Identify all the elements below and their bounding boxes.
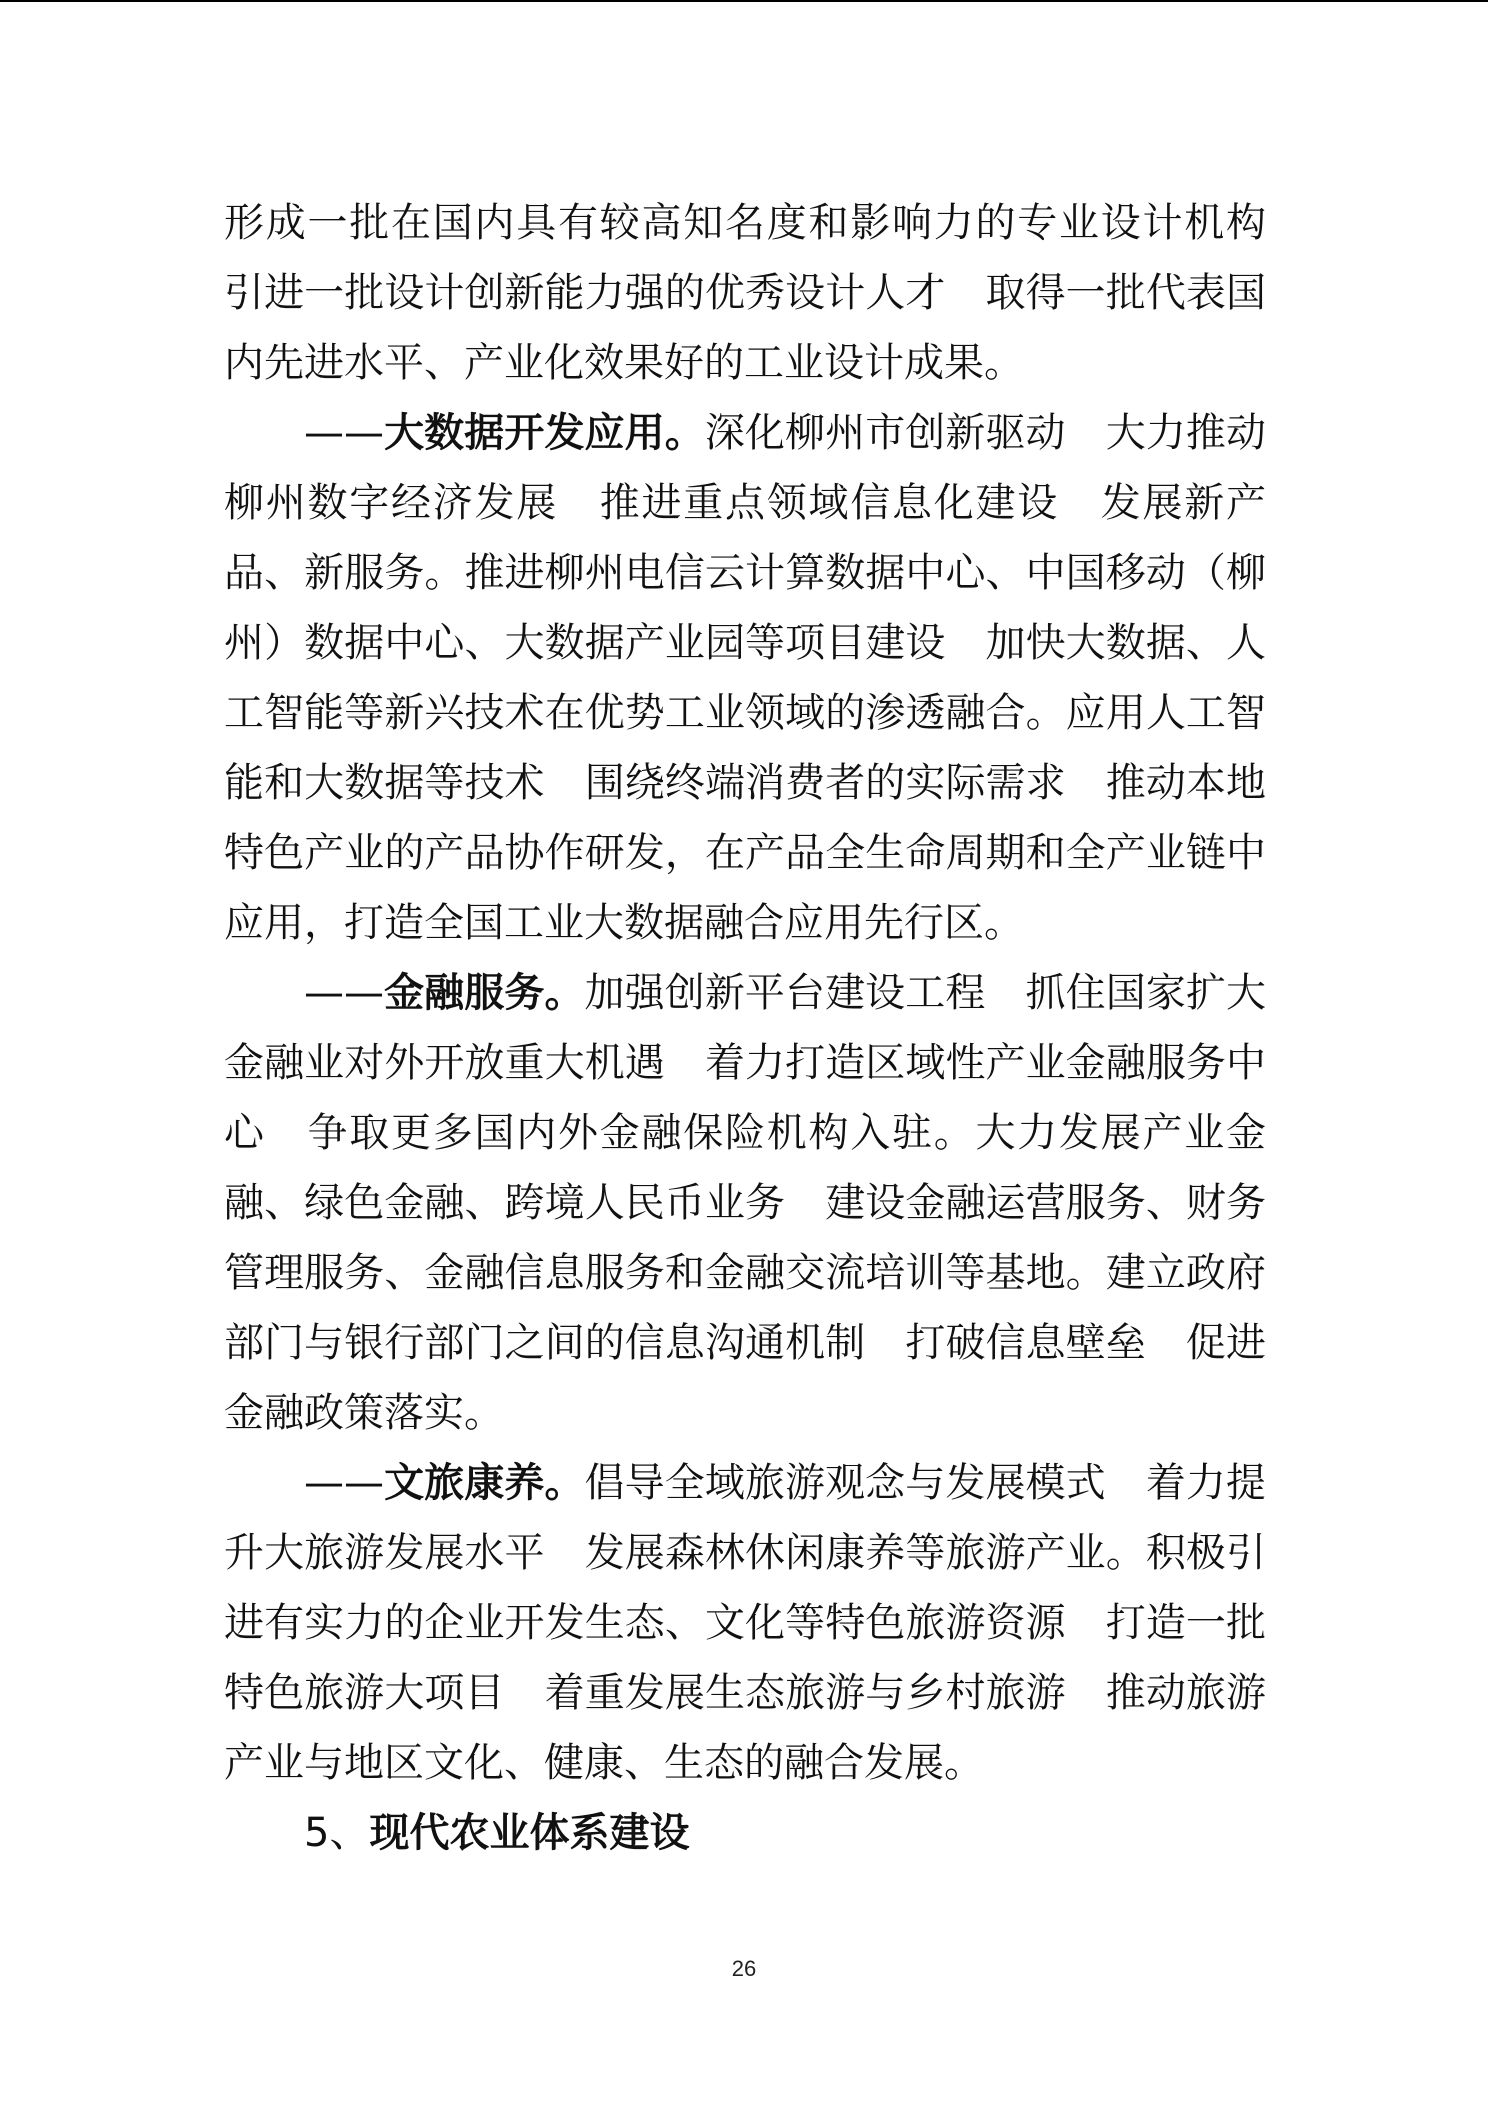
em-dash-lead: —— xyxy=(304,970,384,1016)
em-dash-lead: —— xyxy=(304,410,384,456)
section-heading-number: 5、 xyxy=(304,1810,370,1856)
section-heading xyxy=(224,1798,1266,1868)
paragraph-big-data xyxy=(224,398,1266,958)
paragraph-1 xyxy=(224,188,1306,398)
section-title-big-data: 大数据开发应用。 xyxy=(384,410,705,456)
section-title-finance: 金融服务。 xyxy=(384,970,585,1016)
paragraph-finance xyxy=(224,958,1266,1448)
page-number: 26 xyxy=(731,1956,757,1981)
paragraph-text: 倡导全域旅游观念与发展模式 着力提升大旅游发展水平 发展森林休闲康养等旅游产业。积极引进有实力的企业开发生态、文化等特色旅游资源 打造一批特色旅游大项目 着重发展生态旅游与乡村旅游 推动旅游产业与地区文化、健康、生态的融合发展。 xyxy=(224,1460,1267,1786)
paragraph-text: 形成一批在国内具有较高知名度和影响力的专业设计机构 引进一批设计创新能力强的优秀设计人才 取得一批代表国内先进水平、产业化效果好的工业设计成果。 xyxy=(224,200,1306,386)
em-dash-lead: —— xyxy=(304,1460,384,1506)
paragraph-text: 加强创新平台建设工程 抓住国家扩大金融业对外开放重大机遇 着力打造区域性产业金融服务中心 争取更多国内外金融保险机构入驻。大力发展产业金融、绿色金融、跨境人民币业务 建设金融运营服务、财务管理服务、金融信息服务和金融交流培训等基地。建立政府部门与银行部门之间的信息沟通机制 打破信息壁垒 促进金融政策落实。 xyxy=(224,970,1267,1436)
paragraph-text: 深化柳州市创新驱动 大力推动柳州数字经济发展 推进重点领域信息化建设 发展新产品、新服务。推进柳州电信云计算数据中心、中国移动（柳州）数据中心、大数据产业园等项目建设 加快大数据、人工智能等新兴技术在优势工业领域的渗透融合。应用人工智能和大数据等技术 围绕终端消费者的实际需求 推动本地特色产业的产品协作研发，在产品全生命周期和全产业链中应用，打造全国工业大数据融合应用先行区。 xyxy=(224,410,1267,946)
section-title-culture-tourism: 文旅康养。 xyxy=(384,1460,585,1506)
section-heading-title: 现代农业体系建设 xyxy=(369,1810,690,1856)
document-body xyxy=(224,188,1306,1868)
paragraph-culture-tourism xyxy=(224,1448,1266,1798)
